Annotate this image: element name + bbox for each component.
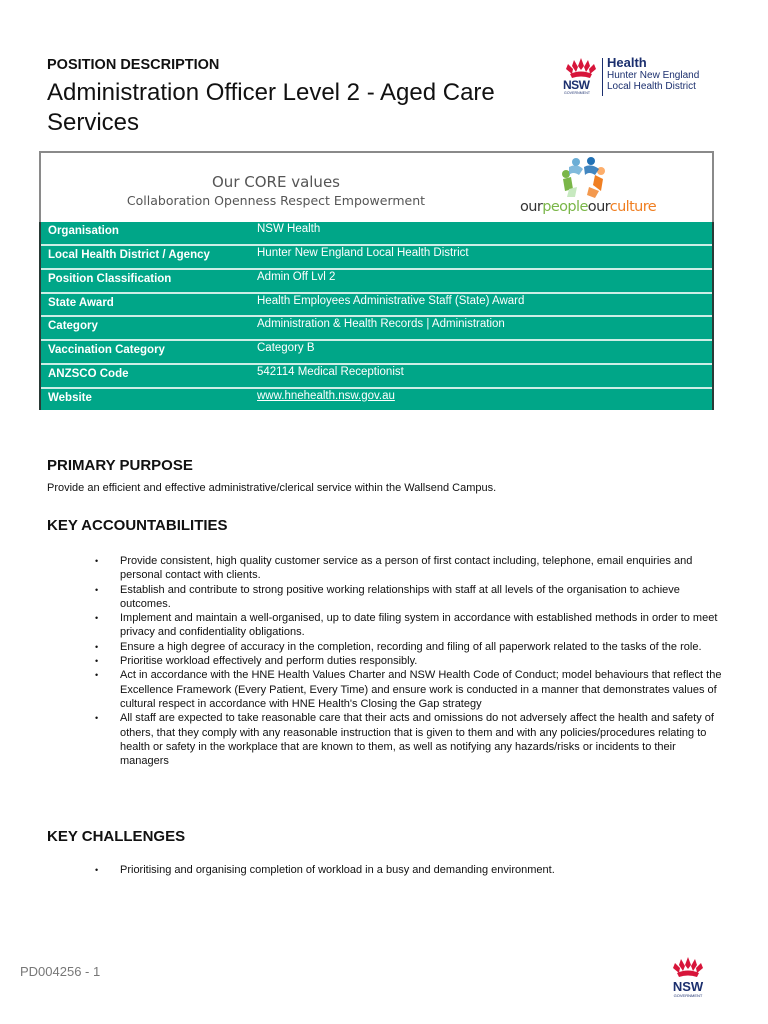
brand-divider <box>602 58 603 96</box>
row-value: Hunter New England Local Health District <box>257 247 469 259</box>
key-accountabilities-list <box>95 554 725 768</box>
row-label: Website <box>48 391 92 404</box>
document-code: PD004256 - 1 <box>20 964 101 979</box>
core-values-title: Our CORE values <box>212 173 340 191</box>
list-item: • Act in accordance with the HNE Health Values Charter and NSW Health Code of Conduct; model behaviours that reflect the Excellence Framework (Every Patient, Every Time) and ensure work is conducted in a manner that demonstrates values of cultural respect in accordance with HNE Health's Closing the Gap strategy <box>95 668 725 711</box>
table-row <box>41 244 712 268</box>
row-label: Local Health District / Agency <box>48 249 210 261</box>
row-value: Administration & Health Records | Administration <box>257 318 505 331</box>
row-label: ANZSCO Code <box>48 367 129 380</box>
brand-district-line1: Hunter New England <box>607 70 700 81</box>
government-wordmark: GOVERNMENT <box>564 91 591 95</box>
core-values-banner <box>39 151 714 223</box>
row-label: Vaccination Category <box>48 344 165 356</box>
row-label: Position Classification <box>48 272 172 285</box>
core-values-subtitle: Collaboration Openness Respect Empowerment <box>126 193 426 208</box>
waratah-flower-icon <box>664 956 712 1000</box>
key-accountabilities-heading: KEY ACCOUNTABILITIES <box>47 517 228 534</box>
culture-wordmark: ourpeopleourculture <box>520 199 657 215</box>
list-item: • Prioritising and organising completion of workload in a busy and demanding environment. <box>95 863 725 877</box>
list-item: • Establish and contribute to strong positive working relationships with staff at all levels of the organisation to achieve outcomes. <box>95 583 725 612</box>
row-value: 542114 Medical Receptionist <box>257 365 404 378</box>
brand-health: Health <box>607 55 647 70</box>
svg-text:GOVERNMENT: GOVERNMENT <box>673 993 703 998</box>
position-info-table <box>39 222 714 410</box>
row-label: State Award <box>48 296 114 309</box>
document-label: POSITION DESCRIPTION <box>47 57 220 73</box>
page-title: Administration Officer Level 2 - Aged Care Services <box>47 79 495 136</box>
table-row <box>41 363 712 387</box>
row-value: Category B <box>257 342 315 354</box>
table-row <box>41 387 712 411</box>
list-item: • Provide consistent, high quality customer service as a person of first contact including, telephone, email enquiries and personal contact with clients. <box>95 554 725 583</box>
table-row <box>41 315 712 339</box>
brand-district-line2: Local Health District <box>607 81 696 92</box>
key-challenges-list <box>95 863 725 877</box>
waratah-flower-icon <box>562 56 600 96</box>
row-value: NSW Health <box>257 223 321 235</box>
row-label: Category <box>48 320 98 333</box>
primary-purpose-heading: PRIMARY PURPOSE <box>47 457 193 474</box>
list-item: • Ensure a high degree of accuracy in the completion, recording and filing of all paperwork related to the tasks of the role. <box>95 640 725 654</box>
key-challenges-heading: KEY CHALLENGES <box>47 828 186 845</box>
list-item: • Prioritise workload effectively and perform duties responsibly. <box>95 654 725 668</box>
nsw-government-logo <box>664 956 712 1000</box>
our-people-our-culture-logo <box>517 155 657 221</box>
list-item: • All staff are expected to take reasonable care that their acts and omissions do not adversely affect the health and safety of others, that they comply with any reasonable instruction that is given to them and with any policies/procedures relating to health or safety in the workplace that are known to them, as well as notifying any hazards/risks or incidents to their managers <box>95 711 725 768</box>
list-item: • Implement and maintain a well-organised, up to date filing system in accordance with established methods in order to meet privacy and confidentiality obligations. <box>95 611 725 640</box>
table-row <box>41 339 712 363</box>
nsw-wordmark: NSW <box>563 78 590 92</box>
table-row <box>41 268 712 292</box>
website-link[interactable]: www.hnehealth.nsw.gov.au <box>257 389 395 402</box>
primary-purpose-text: Provide an efficient and effective administrative/clerical service within the Wallsend Campus. <box>47 482 497 494</box>
row-value: Admin Off Lvl 2 <box>257 270 336 283</box>
table-row <box>41 292 712 316</box>
people-circle-icon <box>559 157 609 199</box>
table-row <box>41 222 712 244</box>
nsw-health-hne-logo <box>562 56 722 100</box>
row-label: Organisation <box>48 225 119 237</box>
row-value: Health Employees Administrative Staff (State) Award <box>257 294 525 307</box>
svg-text:NSW: NSW <box>672 979 704 994</box>
